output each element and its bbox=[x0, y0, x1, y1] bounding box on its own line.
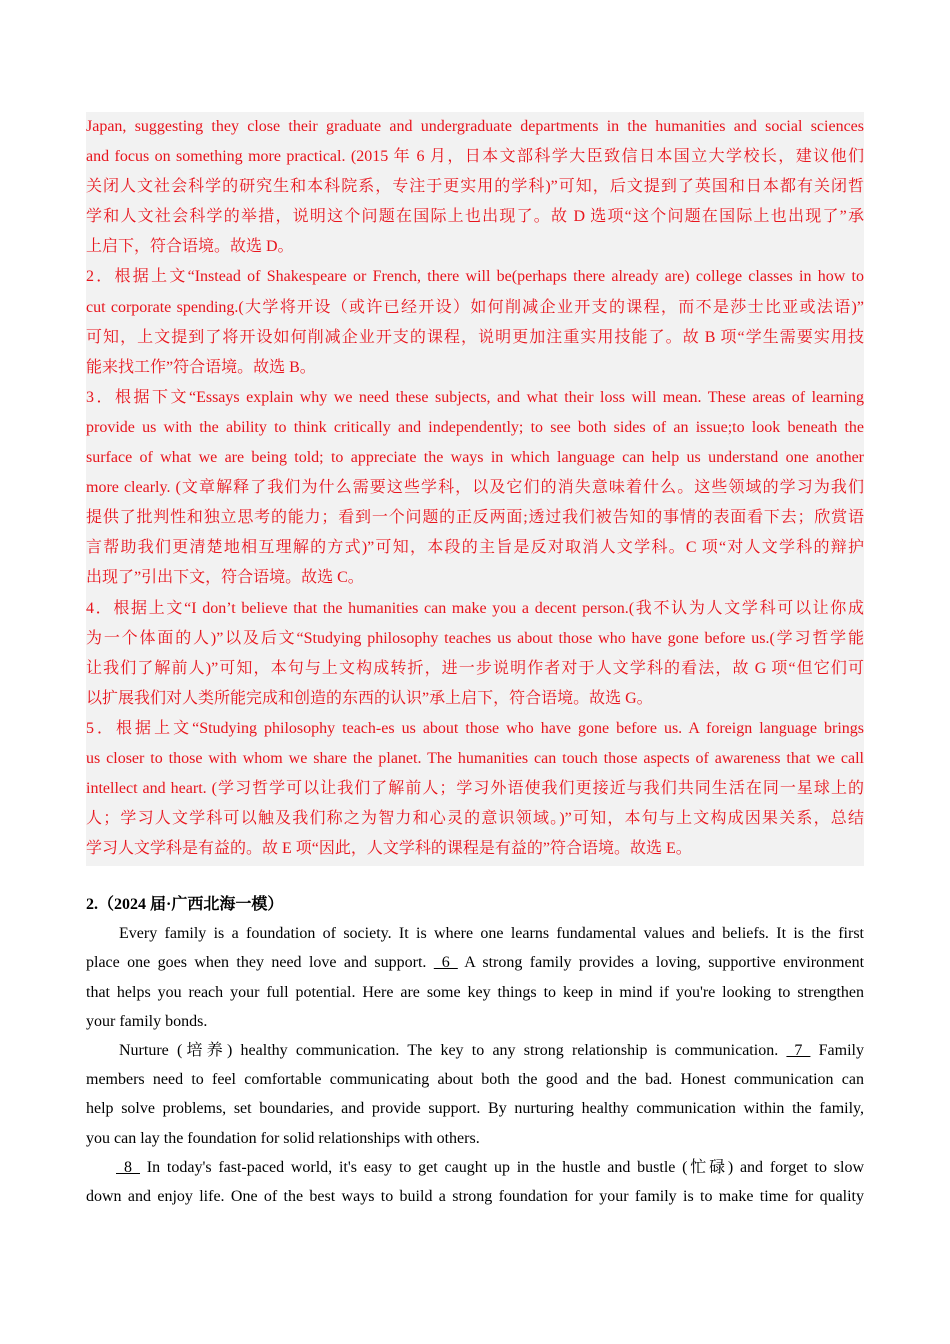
passage-line bbox=[86, 1036, 864, 1065]
passage-text: that helps you reach your full potential. Here are some key things to keep in mind if you're looking to strengthen bbox=[86, 983, 864, 1001]
passage-line bbox=[86, 919, 864, 948]
answer-explanation-block bbox=[86, 112, 864, 866]
passage-text: A strong family provides a loving, supportive environment bbox=[457, 954, 864, 972]
passage-line bbox=[86, 1124, 864, 1153]
question-heading: 2.（2024 届·广西北海一模） bbox=[86, 896, 284, 913]
passage-text: members need to feel comfortable communicating about both the good and the bad. Honest communication can bbox=[86, 1071, 864, 1089]
passage-text: down and enjoy life. One of the best ways to build a strong foundation for your family is to make time for quality bbox=[86, 1187, 864, 1205]
answer-line: 提供了批判性和独立思考的能力；看到一个问题的正反两面;透过我们被告知的事情的表面看下去；欣赏语 bbox=[86, 509, 864, 527]
answer-blank[interactable]: 8 bbox=[116, 1158, 140, 1176]
answer-line: provide us with the ability to think critically and independently; to see both sides of an issue;to look beneath the bbox=[86, 418, 864, 436]
answer-line: 以扩展我们对人类所能完成和创造的东西的认识”承上启下，符合语境。故选 G。 bbox=[86, 689, 653, 707]
passage-line bbox=[86, 1094, 864, 1123]
answer-line: 可知，上文提到了将开设如何削减企业开支的课程，说明更加注重实用技能了。故 B 项“学生需要实用技 bbox=[86, 328, 864, 346]
answer-line: 为一个体面的人)”以及后文“Studying philosophy teaches us about those who have gone before us.(学习哲学能 bbox=[86, 629, 864, 647]
passage-line bbox=[86, 1182, 864, 1211]
passage-line bbox=[86, 1007, 864, 1036]
passage-text: help solve problems, set boundaries, and provide support. By nurturing healthy communication within the family, bbox=[86, 1100, 864, 1118]
answer-line: cut corporate spending.(大学将开设（或许已经开设）如何削减企业开支的课程，而不是莎士比亚或法语)” bbox=[86, 298, 864, 316]
passage-text: you can lay the foundation for solid relationships with others. bbox=[86, 1129, 480, 1147]
answer-line: 让我们了解前人)”可知，本句与上文构成转折，进一步说明作者对于人文学科的看法，故 G 项“但它们可 bbox=[86, 659, 864, 677]
answer-line: 5．根据上文“Studying philosophy teach-es us about those who have gone before us. A foreign language brings bbox=[86, 719, 864, 737]
passage-text: Nurture (培养) healthy communication. The key to any strong relationship is communication. bbox=[119, 1041, 787, 1059]
answer-line: 上启下，符合语境。故选 D。 bbox=[86, 238, 294, 256]
passage-text: place one goes when they need love and support. bbox=[86, 954, 434, 972]
answer-line: Japan, suggesting they close their graduate and undergraduate departments in the humanities and social sciences bbox=[86, 118, 864, 135]
answer-line: 学和人文社会科学的举措，说明这个问题在国际上也出现了。故 D 选项“这个问题在国际上也出现了”承 bbox=[86, 208, 864, 226]
question-section bbox=[86, 890, 864, 1211]
passage-text: Family bbox=[810, 1041, 864, 1059]
answer-line: 言帮助我们更清楚地相互理解的方式)”可知，本段的主旨是反对取消人文学科。C 项“对人文学科的辩护 bbox=[86, 539, 864, 557]
answer-line: more clearly. (文章解释了我们为什么需要这些学科，以及它们的消失意味着什么。这些领域的学习为我们 bbox=[86, 479, 864, 497]
passage-text: In today's fast-paced world, it's easy to get caught up in the hustle and bustle (忙碌) and forget to slow bbox=[140, 1158, 864, 1176]
passage-text: your family bonds. bbox=[86, 1012, 208, 1030]
passage-line bbox=[86, 948, 864, 977]
answer-line: 3．根据下文“Essays explain why we need these subjects, and what their loss will mean. These areas of learning bbox=[86, 388, 864, 406]
answer-line: 学习人文学科是有益的。故 E 项“因此，人文学科的课程是有益的”符合语境。故选 E。 bbox=[86, 840, 692, 858]
answer-line: surface of what we are being told; to appreciate the ways in which language can help us understand one another bbox=[86, 449, 864, 467]
answer-line: and focus on something more practical. (2015 年 6 月，日本文部科学大臣致信日本国立大学校长，建议他们 bbox=[86, 148, 864, 166]
passage-line bbox=[86, 1065, 864, 1094]
answer-line: 出现了”引出下文，符合语境。故选 C。 bbox=[86, 569, 364, 587]
passage-text: Every family is a foundation of society. It is where one learns fundamental values and beliefs. It is the first bbox=[119, 925, 864, 943]
answer-line: 能来找工作”符合语境。故选 B。 bbox=[86, 358, 316, 376]
answer-line: intellect and heart. (学习哲学可以让我们了解前人；学习外语使我们更接近与我们共同生活在同一星球上的 bbox=[86, 780, 864, 798]
answer-blank[interactable]: 6 bbox=[433, 954, 458, 972]
passage-line bbox=[86, 978, 864, 1007]
answer-line: us closer to those with whom we share the planet. The humanities can touch those aspects of awareness that we call bbox=[86, 749, 864, 767]
answer-line: 关闭人文社会科学的研究生和本科院系，专注于更实用的学科)”可知，后文提到了英国和日本都有关闭哲 bbox=[86, 178, 864, 196]
answer-blank[interactable]: 7 bbox=[786, 1041, 811, 1059]
answer-line: 4．根据上文“I don’t believe that the humanities can make you a decent person.(我不认为人文学科可以让你成 bbox=[86, 599, 864, 617]
answer-line: 人；学习人文学科可以触及我们称之为智力和心灵的意识领域。)”可知，本句与上文构成因果关系，总结 bbox=[86, 810, 864, 828]
answer-line: 2．根据上文“Instead of Shakespeare or French, there will be(perhaps there already are) college classes in how to bbox=[86, 268, 864, 286]
passage-line bbox=[86, 1153, 864, 1182]
